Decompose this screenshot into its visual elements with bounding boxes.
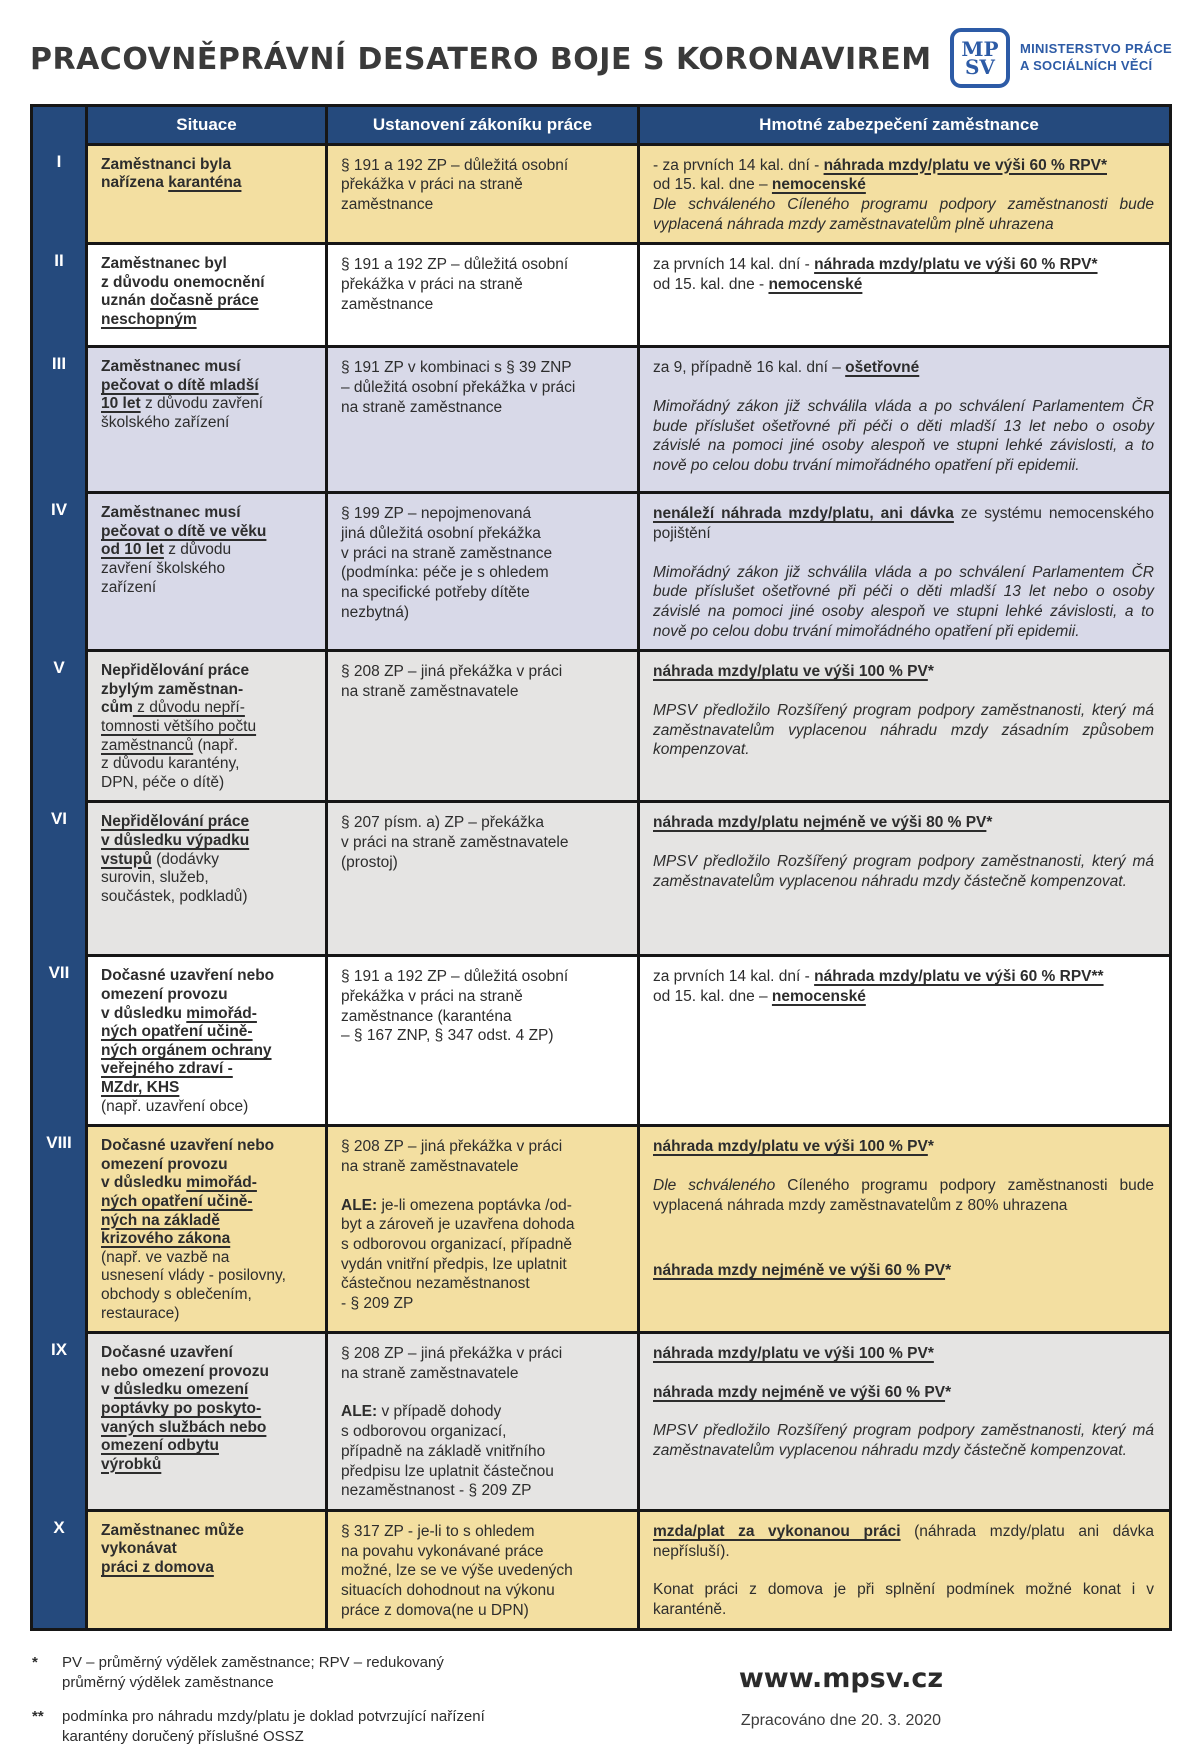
situace-cell <box>85 1124 325 1331</box>
situace-cell <box>85 143 325 243</box>
zabezpeceni-cell <box>637 649 1169 800</box>
text-block: § 208 ZP – jiná překážka v práci na straně zaměstnavatele <box>341 1138 563 1175</box>
row-number: III <box>33 345 85 491</box>
text-block: Dle schváleného Cíleného programu podpory zaměstnanosti bude vyplacená náhrada mzdy zaměstnavatelům z 80% uhrazena <box>653 1176 1154 1214</box>
row-number: VI <box>33 800 85 954</box>
table-row <box>33 345 1169 491</box>
situace-cell <box>85 954 325 1124</box>
column-header-zabezpeceni: Hmotné zabezpečení zaměstnance <box>637 107 1169 143</box>
header-spacer <box>33 107 85 143</box>
zabezpeceni-cell <box>637 345 1169 491</box>
logo-abbr-top: MP <box>961 36 999 61</box>
situace-cell <box>85 242 325 345</box>
table-row <box>33 1331 1169 1509</box>
text-block: náhrada mzdy/platu ve výši 100 % PV* <box>653 1138 934 1156</box>
row-number: VIII <box>33 1124 85 1331</box>
column-header-situace: Situace <box>85 107 325 143</box>
text-block: Dočasné uzavření nebo omezení provozu v důsledku mimořád- ných opatření učině- ných na základě krizového zákona (např. ve vazbě na usnesení vlády - posilovny, obchody s oblečením, restaurace) <box>101 1137 286 1322</box>
date-note: Zpracováno dne 20. 3. 2020 <box>740 1712 942 1730</box>
text-block: § 208 ZP – jiná překážka v práci na straně zaměstnavatele <box>341 1345 563 1382</box>
footnote-double-star-text: podmínka pro náhradu mzdy/platu je doklad potvrzující nařízení karantény doručený příslušné OSSZ <box>62 1707 485 1745</box>
row-number: II <box>33 242 85 345</box>
text-block: náhrada mzdy/platu nejméně ve výši 80 % PV* <box>653 814 993 832</box>
masthead <box>30 26 1172 88</box>
text-block: od 15. kal. dne – nemocenské <box>653 988 866 1006</box>
page-footer <box>30 1653 1172 1760</box>
text-block: náhrada mzdy/platu ve výši 100 % PV* <box>653 1345 934 1363</box>
row-number: X <box>33 1509 85 1628</box>
text-block: Zaměstnanec musí pečovat o dítě ve věku od 10 let z důvodu zavření školského zařízení <box>101 504 267 596</box>
text-block: od 15. kal. dne - nemocenské <box>653 275 863 293</box>
text-block: Nepřidělování práce zbylým zaměstnan- cům z důvodu nepří- tomnosti většího počtu zaměstnanců (např. z důvodu karantény, DPN, péče o dítě) <box>101 662 257 791</box>
ustanoveni-cell <box>325 491 637 649</box>
text-block: Mimořádný zákon již schválila vláda a po schválení Parlamentem ČR bude příslušet ošetřovné při péči o děti mladší 13 let nebo o osoby závislé na pomoci jiné osoby alespoň ve stupni lehké závislosti, a to nově po celou dobu trvání mimořádného opatření při epidemii. <box>653 397 1154 474</box>
footnote-double-star <box>30 1707 510 1747</box>
table-row <box>33 242 1169 345</box>
text-block: MPSV předložilo Rozšířený program podpory zaměstnanosti, který má zaměstnavatelům vyplacenou náhradu mzdy zásadním způsobem kompenzovat. <box>653 701 1154 759</box>
text-block: § 191 a 192 ZP – důležitá osobní překážka v práci na straně zaměstnance <box>341 156 569 213</box>
text-block: od 15. kal. dne – nemocenské <box>653 176 866 194</box>
zabezpeceni-cell <box>637 143 1169 243</box>
zabezpeceni-cell <box>637 800 1169 954</box>
text-block: § 317 ZP - je-li to s ohledem na povahu vykonávané práce možné, lze se ve výše uvedených situacích dohodnout na výkonu práce z domova(ne u DPN) <box>341 1522 573 1619</box>
text-block: Dočasné uzavření nebo omezení provozu v důsledku mimořád- ných opatření učině- ných orgánem ochrany veřejného zdraví - MZdr, KHS (např. uzavření obce) <box>101 967 275 1115</box>
text-block: za 9, případně 16 kal. dní – ošetřovné <box>653 359 920 377</box>
table-body <box>33 143 1169 1629</box>
text-block: Zaměstnanec může vykonávat práci z domova <box>101 1521 244 1577</box>
zabezpeceni-cell <box>637 491 1169 649</box>
text-block: Nepřidělování práce v důsledku výpadku vstupů (dodávky surovin, služeb, součástek, podkladů) <box>101 813 250 905</box>
ustanoveni-cell <box>325 242 637 345</box>
situace-cell <box>85 800 325 954</box>
table-header-row <box>33 107 1169 143</box>
text-block: § 208 ZP – jiná překážka v práci na straně zaměstnavatele <box>341 663 563 700</box>
table-row <box>33 954 1169 1124</box>
text-block: náhrada mzdy nejméně ve výši 60 % PV* <box>653 1383 952 1401</box>
ustanoveni-cell <box>325 649 637 800</box>
column-header-ustanoveni: Ustanovení zákoníku práce <box>325 107 637 143</box>
situace-cell <box>85 1509 325 1628</box>
ustanoveni-cell <box>325 345 637 491</box>
desatero-table <box>30 104 1172 1631</box>
text-block: - za prvních 14 kal. dní - náhrada mzdy/platu ve výši 60 % RPV* <box>653 156 1107 174</box>
table-row <box>33 491 1169 649</box>
text-block: MPSV předložilo Rozšířený program podpory zaměstnanosti, který má zaměstnavatelům vyplacenou náhradu mzdy částečně kompenzovat. <box>653 853 1154 890</box>
row-number: I <box>33 143 85 243</box>
text-block: § 191 a 192 ZP – důležitá osobní překážka v práci na straně zaměstnance <box>341 256 569 313</box>
ustanoveni-cell <box>325 143 637 243</box>
text-block: Dočasné uzavření nebo omezení provozu v důsledku omezení poptávky po poskyto- vaných službách nebo omezení odbytu výrobků <box>101 1344 269 1473</box>
mpsv-logo-icon <box>950 28 1010 88</box>
situace-cell <box>85 491 325 649</box>
text-block: ALE: v případě dohody s odborovou organizací, případně na základě vnitřního předpisu lze uplatnit částečnou nezaměstnanost - § 209 ZP <box>341 1403 554 1500</box>
row-number: V <box>33 649 85 800</box>
table-row <box>33 143 1169 243</box>
row-number: VII <box>33 954 85 1124</box>
text-block: MPSV předložilo Rozšířený program podpory zaměstnanosti, který má zaměstnavatelům vyplacenou náhradu mzdy částečně kompenzovat. <box>653 1422 1154 1460</box>
situace-cell <box>85 1331 325 1509</box>
row-number: IX <box>33 1331 85 1509</box>
situace-cell <box>85 649 325 800</box>
table-row <box>33 649 1169 800</box>
ministry-name <box>1020 41 1172 75</box>
text-block: mzda/plat za vykonanou práci (náhrada mzdy/platu ani dávka nepřísluší). <box>653 1522 1154 1560</box>
text-block: náhrada mzdy/platu ve výši 100 % PV* <box>653 663 934 681</box>
text-block: Konat práci z domova je při splnění podmínek možné konat i v karanténě. <box>653 1581 1154 1618</box>
ustanoveni-cell <box>325 1331 637 1509</box>
text-block: § 207 písm. a) ZP – překážka v práci na straně zaměstnavatele (prostoj) <box>341 814 569 871</box>
zabezpeceni-cell <box>637 954 1169 1124</box>
text-block: za prvních 14 kal. dní - náhrada mzdy/platu ve výši 60 % RPV* <box>653 256 1098 274</box>
page-title: PRACOVNĚPRÁVNÍ DESATERO BOJE S KORONAVIREM <box>30 42 932 77</box>
row-number: IV <box>33 491 85 649</box>
text-block: Zaměstnanci byla nařízena karanténa <box>101 155 242 192</box>
zabezpeceni-cell <box>637 1124 1169 1331</box>
text-block: nenáleží náhrada mzdy/platu, ani dávka ze systému nemocenského pojištění <box>653 505 1154 542</box>
table-row <box>33 1509 1169 1628</box>
text-block: náhrada mzdy nejméně ve výši 60 % PV* <box>653 1262 952 1280</box>
text-block: Dle schváleného Cíleného programu podpory zaměstnanosti bude vyplacená náhrada mzdy zaměstnavatelům plně uhrazena <box>653 195 1154 233</box>
table-row <box>33 800 1169 954</box>
mpsv-logo <box>950 28 1172 88</box>
text-block: § 191 a 192 ZP – důležitá osobní překážka v práci na straně zaměstnance (karanténa – § 167 ZNP, § 347 odst. 4 ZP) <box>341 968 569 1045</box>
footnote-star-text: PV – průměrný výdělek zaměstnance; RPV – redukovaný průměrný výdělek zaměstnance <box>62 1654 444 1691</box>
ustanoveni-cell <box>325 800 637 954</box>
ustanoveni-cell <box>325 1124 637 1331</box>
text-block: za prvních 14 kal. dní - náhrada mzdy/platu ve výši 60 % RPV** <box>653 968 1104 986</box>
ministry-name-line2: A SOCIÁLNÍCH VĚCÍ <box>1019 58 1153 73</box>
text-block: ALE: je-li omezena poptávka /od- byt a zároveň je uzavřena dohoda s odborovou organizací, případně vydán vnitřní předpis, lze uplatnit částečnou nezaměstnanost - § 209 ZP <box>341 1196 575 1312</box>
situace-cell <box>85 345 325 491</box>
footnotes <box>30 1653 510 1760</box>
text-block: Zaměstnanec byl z důvodu onemocnění uznán dočasně práce neschopným <box>101 255 265 329</box>
footer-site-block <box>510 1653 1172 1730</box>
ustanoveni-cell <box>325 1509 637 1628</box>
table-row <box>33 1124 1169 1331</box>
website-url: www.mpsv.cz <box>738 1663 944 1695</box>
text-block: Mimořádný zákon již schválila vláda a po schválení Parlamentem ČR bude příslušet ošetřovné při péči o děti mladší 13 let nebo o osoby závislé na pomoci jiné osoby alespoň ve stupni lehké závislosti, a to nově po celou dobu trvání mimořádného opatření při epidemii. <box>653 563 1154 640</box>
zabezpeceni-cell <box>637 1509 1169 1628</box>
ministry-name-line1: MINISTERSTVO PRÁCE <box>1019 41 1172 57</box>
zabezpeceni-cell <box>637 242 1169 345</box>
footnote-star-marker: * <box>32 1654 38 1672</box>
footnote-star <box>30 1653 510 1693</box>
zabezpeceni-cell <box>637 1331 1169 1509</box>
text-block: § 199 ZP – nepojmenovaná jiná důležitá osobní překážka v práci na straně zaměstnance (podmínka: péče je s ohledem na specifické potřeby dítěte nezbytná) <box>341 505 553 621</box>
text-block: § 191 ZP v kombinaci s § 39 ZNP – důležitá osobní překážka v práci na straně zaměstnance <box>341 359 576 416</box>
footnote-double-star-marker: ** <box>32 1707 44 1725</box>
ustanoveni-cell <box>325 954 637 1124</box>
text-block: Zaměstnanec musí pečovat o dítě mladší 10 let z důvodu zavření školského zařízení <box>101 358 263 432</box>
logo-abbr-bottom: SV <box>964 55 995 79</box>
